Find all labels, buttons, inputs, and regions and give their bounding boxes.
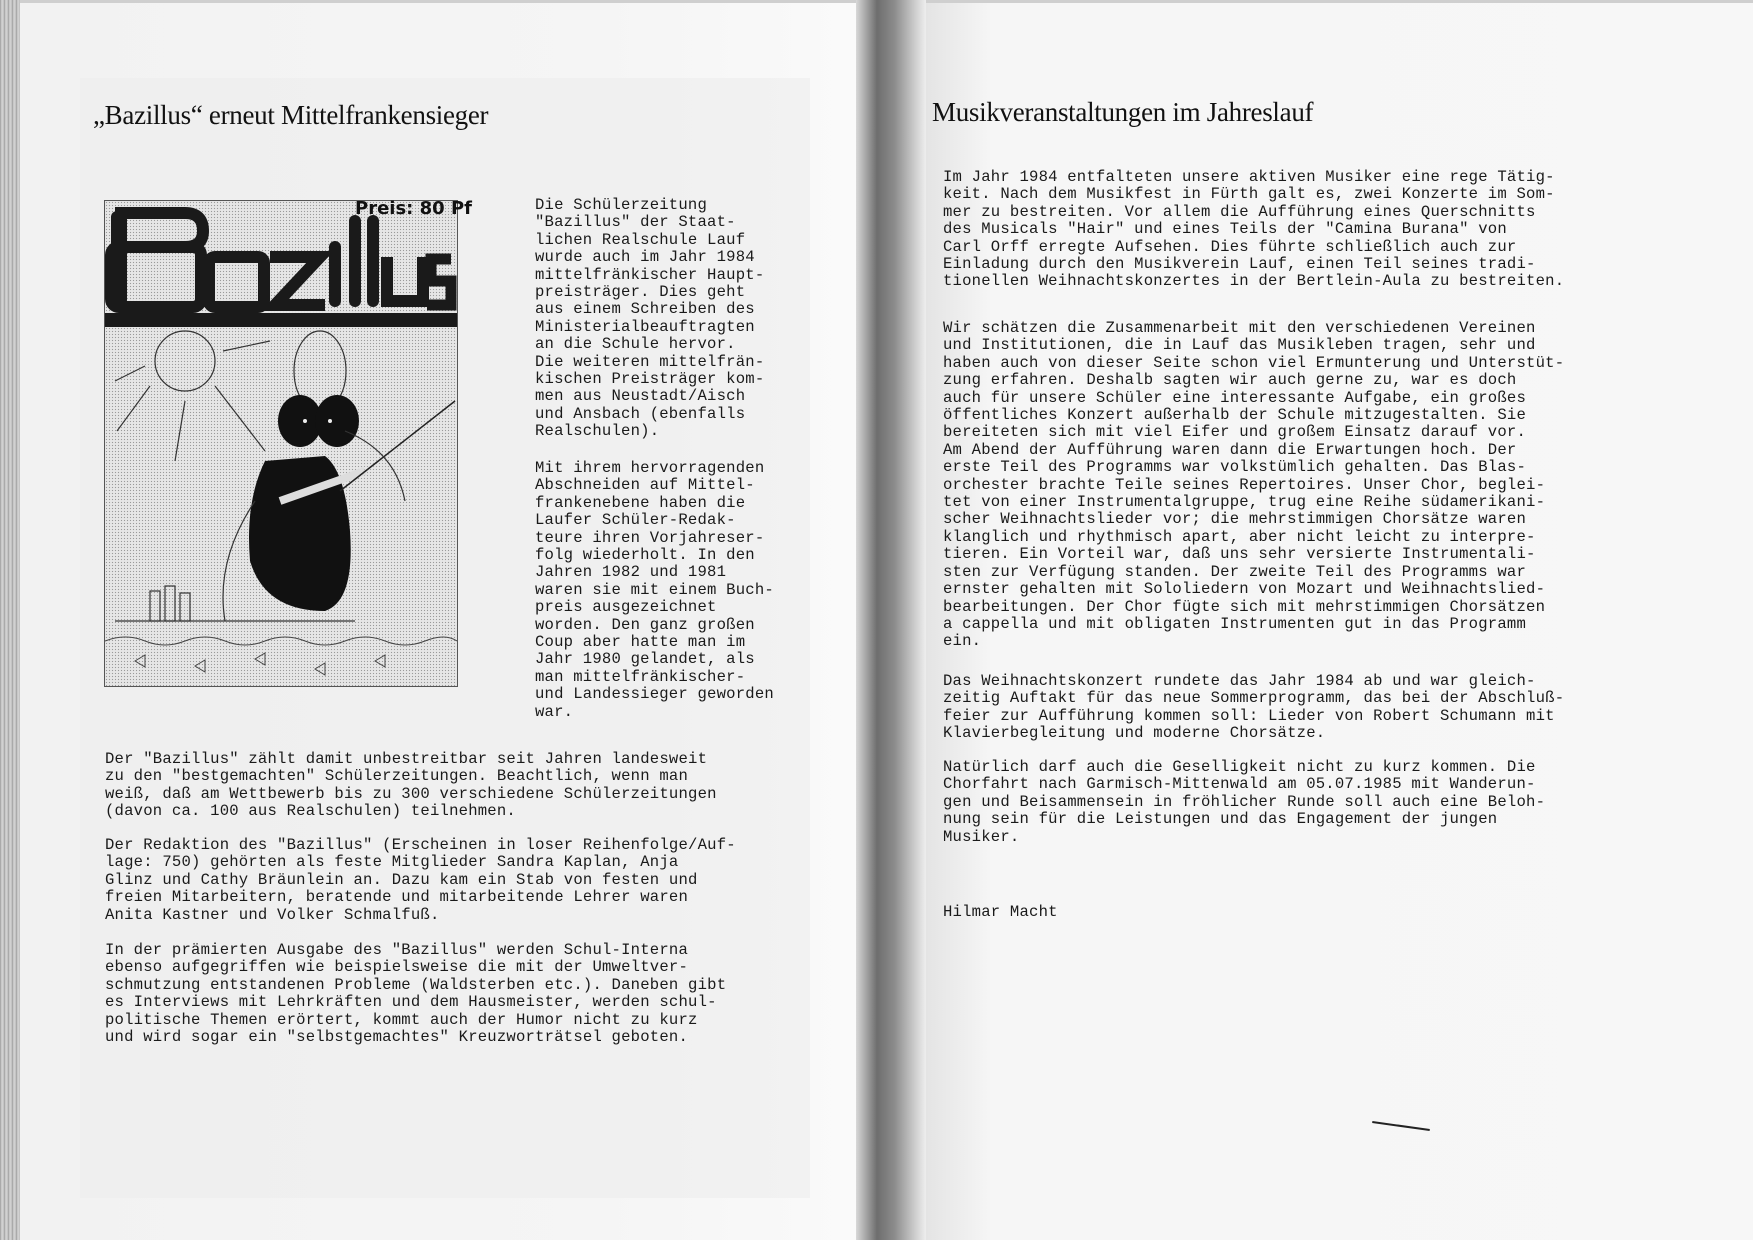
side-paragraph-2: Mit ihrem hervorragenden Abschneiden auf Mittel- frankenebene haben die Laufer Schüler-Redak- teure ihren Vorjahreser- folg wiederholt. In den Jahren 1982 und 1981 waren sie mit einem Buch- preis ausgezeichnet worden. Den ganz großen Coup aber hatte man im Jahr 1980 gelandet, als man mittelfränkischer- und Landessieger geworden war.: [535, 459, 774, 721]
right-paragraph-1: Im Jahr 1984 entfalteten unsere aktiven Musiker eine rege Tätig- keit. Nach dem Musikfest in Fürth galt es, zwei Konzerte im Som- mer zu bestreiten. Vor allem die Aufführung eines Querschnitts des Musicals "Hair" und eines Teils der "Camina Burana" von Carl Orff erregte Aufsehen. Dies führte schließlich auch zur Einladung durch den Musikverein Lauf, einen Teil seines tradi- tionellen Weihnachtskonzertes in der Bertlein-Aula zu bestreiten.: [943, 168, 1565, 291]
side-paragraph-1: Die Schülerzeitung "Bazillus" der Staat- lichen Realschule Lauf wurde auch im Jahr 1984 mittelfränkischer Haupt- preisträger. Dies geht aus einem Schreiben des Ministerialbeauftragten an die Schule hervor. Die weiteren mittelfrän- kischen Preisträger kom- men aus Neustadt/Aisch und Ansbach (ebenfalls Realschulen).: [535, 196, 765, 441]
left-paragraph-1: Der "Bazillus" zählt damit unbestreitbar seit Jahren landesweit zu den "bestgemachten" Schülerzeitungen. Beachtlich, wenn man weiß, daß am Wettbewerb bis zu 300 verschiedene Schülerzeitungen (davon ca. 100 aus Realschulen) teilnehmen.: [105, 750, 717, 821]
bazillus-logo-icon: [105, 211, 457, 327]
cover-price-label: Preis: 80 Pf: [355, 198, 472, 219]
bazillus-cover-image: [104, 198, 472, 687]
left-paragraph-3: In der prämierten Ausgabe des "Bazillus" werden Schul-Interna ebenso aufgegriffen wie beispielsweise die mit der Umweltver- schmutzung entstandenen Probleme (Waldsterben etc.). Daneben gibt es Interviews mit Lehrkräften und dem Hausmeister, werden schul- politische Themen erörtert, kommt auch der Humor nicht zu kurz und wird sogar ein "selbstgemachtes" Kreuzworträtsel geboten.: [105, 941, 727, 1047]
right-paragraph-2: Wir schätzen die Zusammenarbeit mit den verschiedenen Vereinen und Institutionen, die in Lauf das Musikleben tragen, sehr und haben auch von dieser Seite schon viel Ermunterung und Unterstüt- zung erfahren. Deshalb sagten wir auch gerne zu, war es doch auch für unsere Schüler eine interessante Aufgabe, ein großes öffentliches Konzert außerhalb der Schule mitzugestalten. Sie bereiteten sich mit viel Eifer und großem Einsatz darauf vor. Am Abend der Aufführung waren dann die Erwartungen hoch. Der erste Teil des Programms war volkstümlich gehalten. Das Blas- orchester brachte Teile seines Repertoires. Unser Chor, beglei- tet von einer Instrumentalgruppe, trug eine Reihe südamerikani- scher Weihnachtslieder vor; die mehrstimmigen Chorsätze waren klanglich und rhythmisch apart, aber nicht leicht zu interpre- tieren. Ein Vorteil war, daß uns sehr versierte Instrumentali- sten zur Verfügung standen. Der zweite Teil des Programms war ernster gehalten mit Sololiedern von Mozart und Weihnachtslied- bearbeitungen. Der Chor fügte sich mit mehrstimmigen Chorsätzen a cappella und mit obligaten Instrumenten gut in das Programm ein.: [943, 319, 1565, 651]
right-paragraph-3: Das Weihnachtskonzert rundete das Jahr 1984 ab und war gleich- zeitig Auftakt für das neue Sommerprogramm, das bei der Abschluß- feier zur Aufführung kommen soll: Lieder von Robert Schumann mit Klavierbegleitung und moderne Chorsätze.: [943, 672, 1565, 743]
water-fish-drawing: [105, 637, 457, 675]
fly-figure-drawing: [223, 331, 455, 621]
cover-logo-text: [105, 201, 106, 202]
page-edges: [0, 0, 20, 1240]
book-gutter: [856, 0, 926, 1240]
right-paragraph-4: Natürlich darf auch die Geselligkeit nicht zu kurz kommen. Die Chorfahrt nach Garmisch-Mittenwald am 05.07.1985 mit Wanderun- gen und Beisammensein in fröhlicher Runde soll auch eine Beloh- nung sein für die Leistungen und das Engagement der jungen Musiker.: [943, 758, 1546, 846]
left-paragraph-2: Der Redaktion des "Bazillus" (Erscheinen in loser Reihenfolge/Auf- lage: 750) gehörten als feste Mitglieder Sandra Kaplan, Anja Glinz und Cathy Bräunlein an. Dazu kam ein Stab von festen und freien Mitarbeitern, beratende und mitarbeitende Lehrer waren Anita Kastner und Volker Schmalfuß.: [105, 836, 736, 924]
author-signature: Hilmar Macht: [943, 903, 1058, 921]
left-page-title: „Bazillus“ erneut Mittelfrankensieger: [93, 100, 489, 130]
right-page-title: Musikveranstaltungen im Jahreslauf: [932, 97, 1314, 127]
cover-illustration: [105, 201, 457, 686]
sun-drawing: [115, 331, 270, 461]
